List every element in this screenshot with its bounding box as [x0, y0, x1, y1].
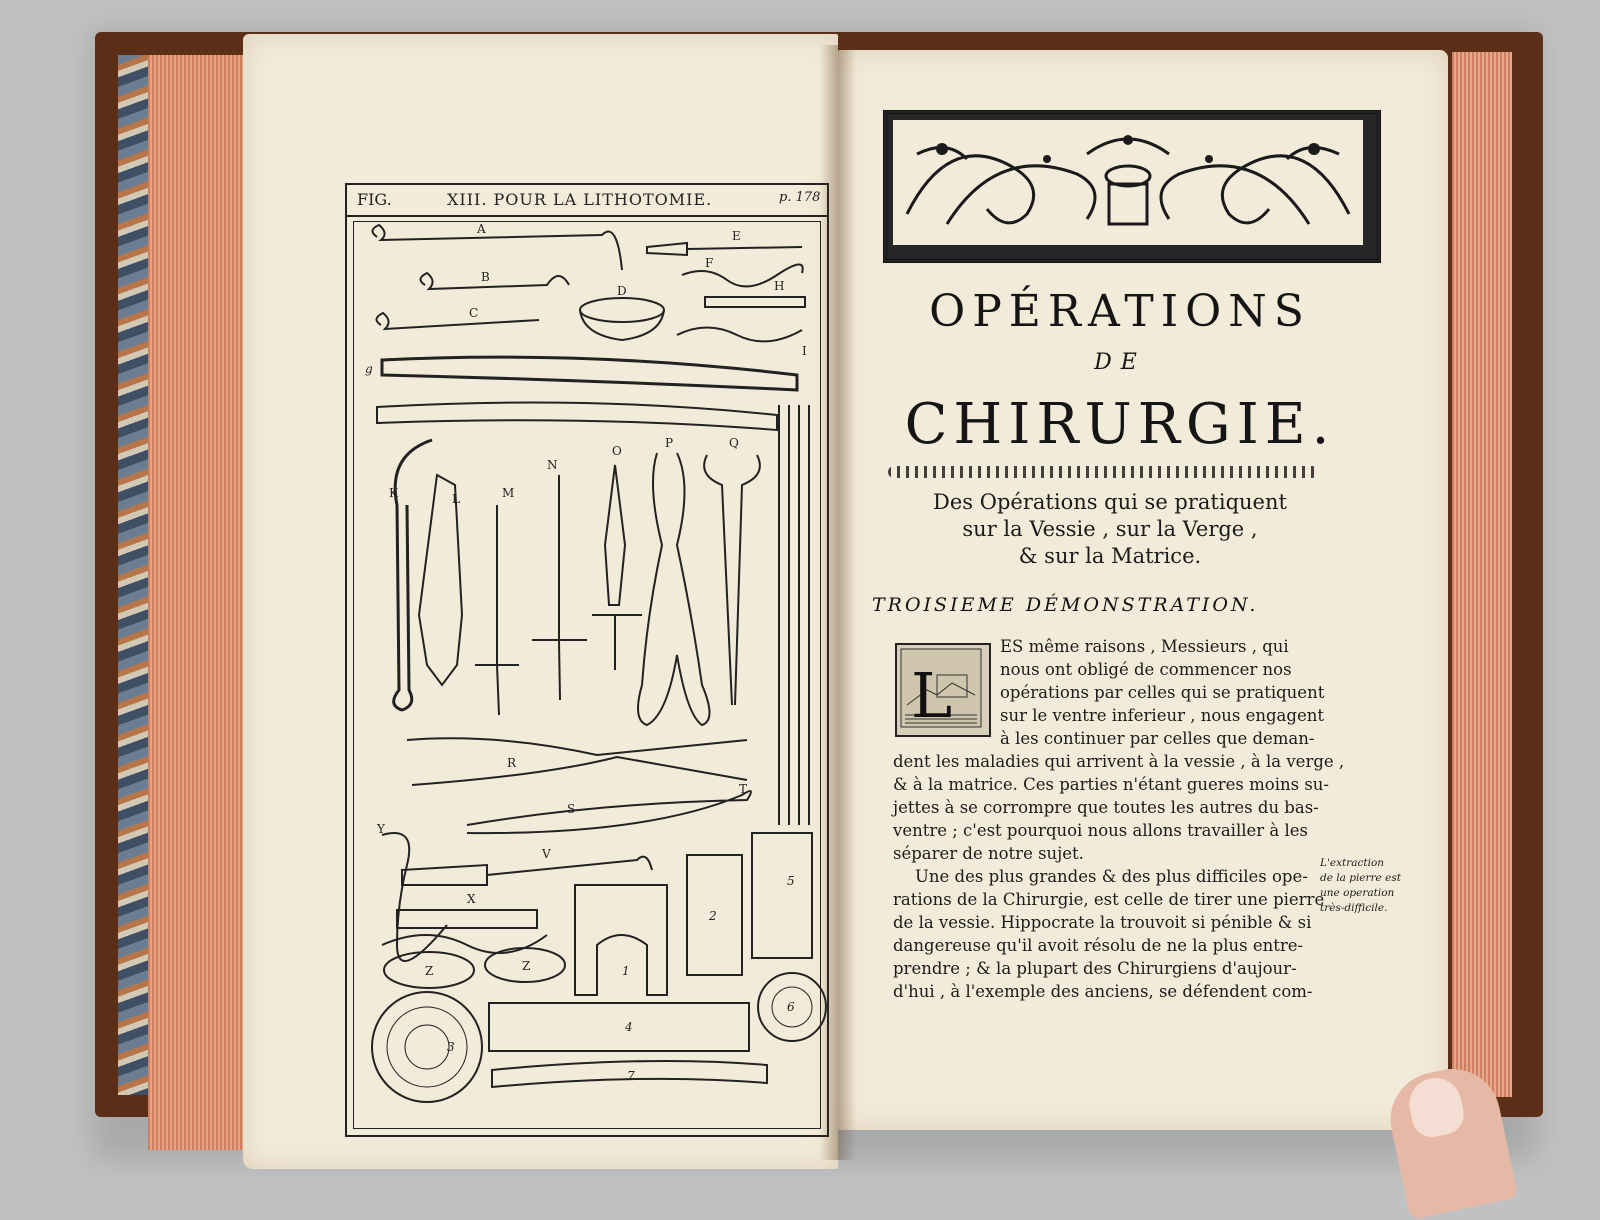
- instrument-label-h: H: [774, 279, 785, 293]
- instrument-label-q: Q: [729, 436, 739, 450]
- instrument-label-d: D: [617, 284, 627, 298]
- paragraph1-line: séparer de notre sujet.: [893, 844, 1084, 863]
- instrument-label-t: T: [739, 782, 748, 796]
- paragraph1-line: opérations par celles qui se pratiquent: [1000, 683, 1325, 702]
- decorated-initial: [895, 643, 991, 737]
- instrument-label-v: V: [542, 847, 551, 861]
- bandage-label-7: 7: [627, 1069, 635, 1083]
- dropcap-letter: L: [911, 659, 953, 731]
- ornamental-rule: [888, 466, 1318, 478]
- title-de: DE: [1094, 350, 1146, 375]
- surgical-instruments-illustration: [347, 185, 827, 1135]
- instrument-label-y: Y: [377, 822, 385, 836]
- subtitle-line-1: Des Opérations qui se pratiquent: [933, 490, 1287, 514]
- paragraph1-line: dent les maladies qui arrivent à la vessie , à la verge ,: [893, 752, 1345, 771]
- section-heading: TROISIEME DÉMONSTRATION.: [872, 594, 1259, 616]
- paragraph1-line: & à la matrice. Ces parties n'étant gueres moins su-: [893, 775, 1330, 794]
- paragraph1-line: jettes à se corrompre que toutes les autres du bas-: [893, 798, 1319, 817]
- instrument-label-n: N: [547, 458, 558, 472]
- paragraph2-line: de la vessie. Hippocrate la trouvoit si pénible & si: [893, 913, 1312, 932]
- instrument-label-c: C: [469, 306, 479, 320]
- instrument-label-z1: Z: [425, 964, 434, 978]
- paragraph2-line: d'hui , à l'exemple des anciens, se défendent com-: [893, 982, 1313, 1001]
- instrument-label-k: K: [389, 486, 398, 500]
- margin-note-line: de la pierre est: [1320, 872, 1401, 884]
- instrument-label-x: X: [467, 892, 476, 906]
- bandage-label-1: 1: [622, 964, 630, 978]
- margin-note-line: une operation: [1320, 887, 1395, 899]
- instrument-label-s: S: [567, 802, 576, 816]
- subtitle-line-2: sur la Vessie , sur la Verge ,: [962, 517, 1258, 541]
- margin-note-line: très-difficile.: [1320, 902, 1388, 914]
- instrument-label-l: L: [452, 492, 460, 506]
- bandage-label-3: 3: [447, 1040, 455, 1054]
- paragraph2-line: rations de la Chirurgie, est celle de tirer une pierre: [893, 890, 1325, 909]
- title-operations: OPÉRATIONS: [929, 286, 1311, 337]
- paragraph2-line: prendre ; & la plupart des Chirurgiens d'aujour-: [893, 959, 1297, 978]
- bandage-label-6: 6: [787, 1000, 795, 1014]
- initial-vignette: [897, 645, 985, 731]
- title-chirurgie: CHIRURGIE.: [904, 392, 1336, 457]
- instrument-label-m: M: [502, 486, 515, 500]
- instrument-label-e: E: [732, 229, 741, 243]
- bandage-label-2: 2: [709, 909, 717, 923]
- book-gutter: [820, 45, 856, 1160]
- instrument-label-i: I: [802, 344, 807, 358]
- instrument-label-g: g: [365, 362, 373, 376]
- paragraph1-line: nous ont obligé de commencer nos: [1000, 660, 1292, 679]
- instrument-label-o: O: [612, 444, 622, 458]
- paragraph1-line: à les continuer par celles que deman-: [1000, 729, 1315, 748]
- page-edges-right: [1452, 52, 1512, 1097]
- engraved-plate: [345, 183, 829, 1137]
- plate-title: XIII. POUR LA LITHOTOMIE.: [447, 190, 713, 209]
- bandage-label-5: 5: [787, 874, 795, 888]
- plate-fig-label: FIG.: [357, 190, 392, 209]
- instrument-label-r: R: [507, 756, 517, 770]
- ornamental-headpiece: [883, 110, 1381, 263]
- paragraph1-line: sur le ventre inferieur , nous engagent: [1000, 706, 1324, 725]
- foliate-scroll-ornament: [887, 114, 1369, 251]
- page-edges-left: [148, 55, 253, 1150]
- plate-page-ref: p. 178: [779, 190, 821, 205]
- marbled-endpaper: [118, 55, 150, 1095]
- paragraph1-line: ES même raisons , Messieurs , qui: [1000, 637, 1289, 656]
- margin-note-line: L'extraction: [1320, 857, 1385, 869]
- subtitle-line-3: & sur la Matrice.: [1018, 544, 1202, 568]
- bandage-label-4: 4: [625, 1020, 633, 1034]
- instrument-label-b: B: [481, 270, 490, 284]
- instrument-label-z2: Z: [522, 959, 531, 973]
- paragraph2-line: Une des plus grandes & des plus difficiles ope-: [915, 867, 1308, 886]
- paragraph1-line: ventre ; c'est pourquoi nous allons travailler à les: [893, 821, 1308, 840]
- instrument-label-f: F: [705, 256, 714, 270]
- instrument-label-p: P: [665, 436, 674, 450]
- paragraph2-line: dangereuse qu'il avoit résolu de ne la plus entre-: [893, 936, 1304, 955]
- instrument-label-a: A: [477, 222, 486, 236]
